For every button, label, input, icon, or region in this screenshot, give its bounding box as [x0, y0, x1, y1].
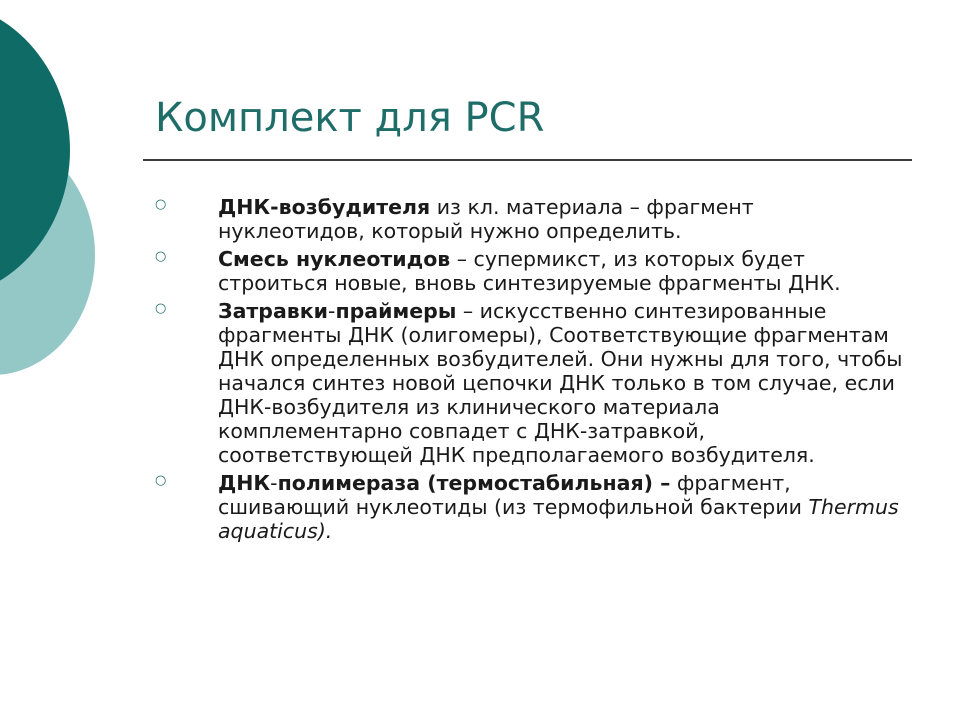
circle-bullet-icon: ○: [155, 301, 167, 316]
list-item-primers: [155, 299, 905, 467]
item-term-part-a: Затравки: [218, 299, 329, 323]
item-term: Смесь нуклеотидов: [218, 247, 451, 271]
title-divider: [143, 159, 912, 161]
item-term-part-b: праймеры: [335, 299, 457, 323]
item-text: из кл. материала – фрагмент нуклеотидов, который нужно определить.: [218, 195, 754, 243]
list-item-polymerase: [155, 471, 905, 543]
list-item-dna-pathogen: [155, 195, 905, 243]
circle-bullet-icon: ○: [155, 249, 167, 264]
circle-bullet-icon: ○: [155, 197, 167, 212]
item-term-part-a: ДНК: [218, 471, 271, 495]
slide-content-list: [155, 195, 905, 547]
item-text: – супермикст, из которых будет строиться новые, вновь синтезируемые фрагменты ДНК.: [218, 247, 841, 295]
list-item-nucleotide-mix: [155, 247, 905, 295]
item-term-separator: -: [270, 471, 278, 495]
item-term-part-b: полимераза (термостабильная) –: [277, 471, 671, 495]
item-text: – искусственно синтезированные фрагменты ДНК (олигомеры), Соответствующие фрагментам ДНК определенных возбудителей. Они нужны для того, чтобы начался синтез новой цепочки ДНК только в том случае, если ДНК-возбудителя из клинического материала комплементарно совпадет с ДНК-затравкой, соответствующей ДНК предполагаемого возбудителя.: [218, 299, 903, 467]
item-tail: ).: [317, 519, 333, 543]
item-term: ДНК-возбудителя: [218, 195, 431, 219]
circle-bullet-icon: ○: [155, 473, 167, 488]
slide-title: Комплект для PCR: [155, 95, 545, 141]
species-name: Thermus aquaticus: [218, 495, 899, 543]
item-term-separator: -: [328, 299, 336, 323]
item-text: фрагмент, сшивающий нуклеотиды (из термофильной бактерии: [218, 471, 809, 519]
